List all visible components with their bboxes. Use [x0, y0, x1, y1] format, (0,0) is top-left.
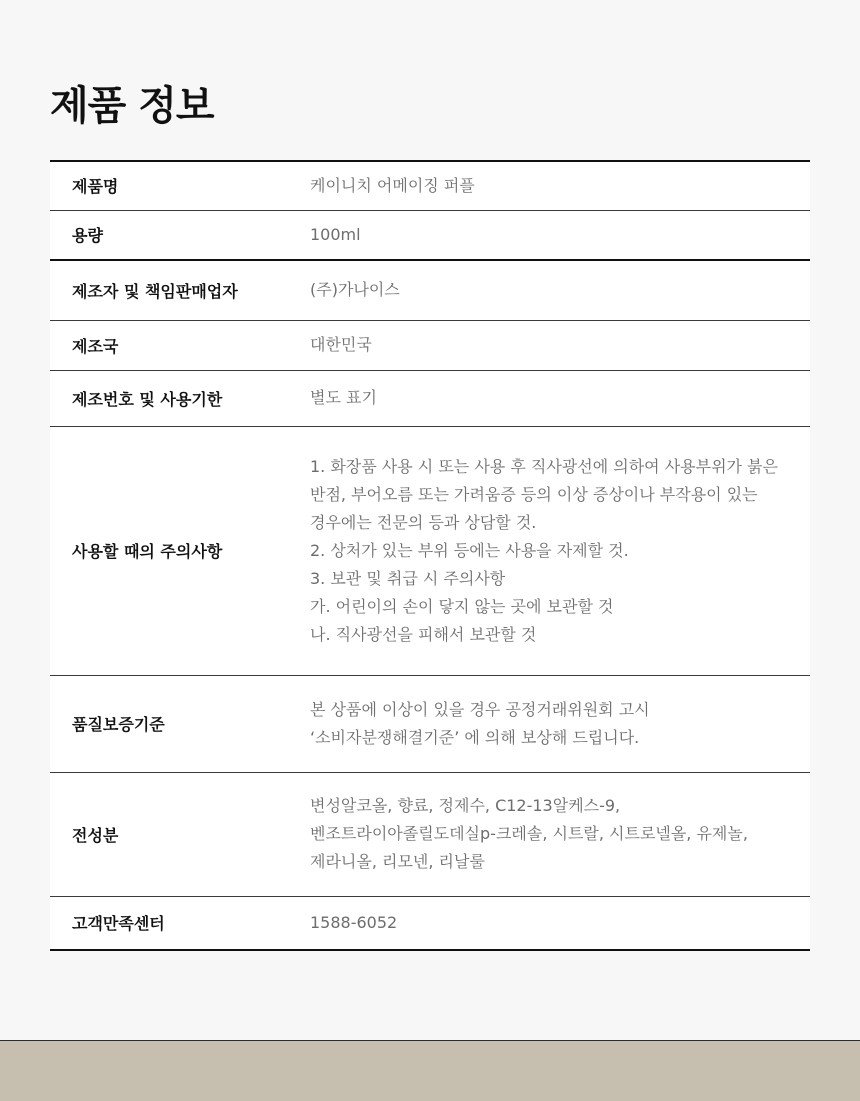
- row-value: 대한민국: [310, 335, 372, 354]
- table-row-quality-standard: [50, 675, 810, 772]
- row-label: 제조번호 및 사용기한: [72, 389, 223, 409]
- table-row-country: [50, 320, 810, 370]
- footer-band: [0, 1040, 860, 1101]
- row-value: 1588-6052: [310, 912, 398, 932]
- row-label: 고객만족센터: [72, 914, 165, 934]
- row-value: 본 상품에 이상이 있을 경우 공정거래위원회 고시 ‘소비자분쟁해결기준’ 에 의해 보상해 드립니다.: [310, 699, 650, 747]
- row-value: 별도 표기: [310, 388, 377, 407]
- row-label: 품질보증기준: [72, 715, 165, 734]
- row-label: 제조국: [72, 336, 119, 356]
- table-row-customer-center: [50, 896, 810, 950]
- table-row-precautions: [50, 426, 810, 675]
- row-label: 용량: [72, 226, 103, 246]
- row-value: (주)가나이스: [310, 280, 400, 300]
- table-row-ingredients: [50, 772, 810, 896]
- table-row-product-name: [50, 161, 810, 210]
- table-row-lot-expiry: [50, 370, 810, 426]
- row-value: 케이니치 어메이징 퍼플: [310, 175, 475, 195]
- row-value: 1. 화장품 사용 시 또는 사용 후 직사광선에 의하여 사용부위가 붉은 반점, 부어오름 또는 가려움증 등의 이상 증상이나 부작용이 있는 경우에는 전문의 등과 상담할 것. 2. 상처가 있는 부위 등에는 사용을 자제할 것. 3. 보관 및 취급 시 주의사항 가. 어린이의 손이 닿지 않는 곳에 보관할 것 나. 직사광선을 피해서 보관할 것: [310, 456, 778, 644]
- row-value: 100ml: [310, 224, 361, 244]
- row-label: 제품명: [72, 177, 119, 197]
- table-row-manufacturer: [50, 260, 810, 320]
- row-label: 사용할 때의 주의사항: [72, 542, 223, 561]
- table-row-capacity: [50, 210, 810, 260]
- row-value: 변성알코올, 향료, 정제수, C12-13알케스-9, 벤조트라이아졸릴도데실p-크레솔, 시트랄, 시트로넬올, 유제놀, 제라니올, 리모넨, 리날룰: [310, 796, 748, 871]
- page-title: 제품 정보: [50, 83, 214, 129]
- row-label: 전성분: [72, 825, 119, 845]
- row-label: 제조자 및 책임판매업자: [72, 281, 238, 301]
- product-info-table: [50, 160, 810, 951]
